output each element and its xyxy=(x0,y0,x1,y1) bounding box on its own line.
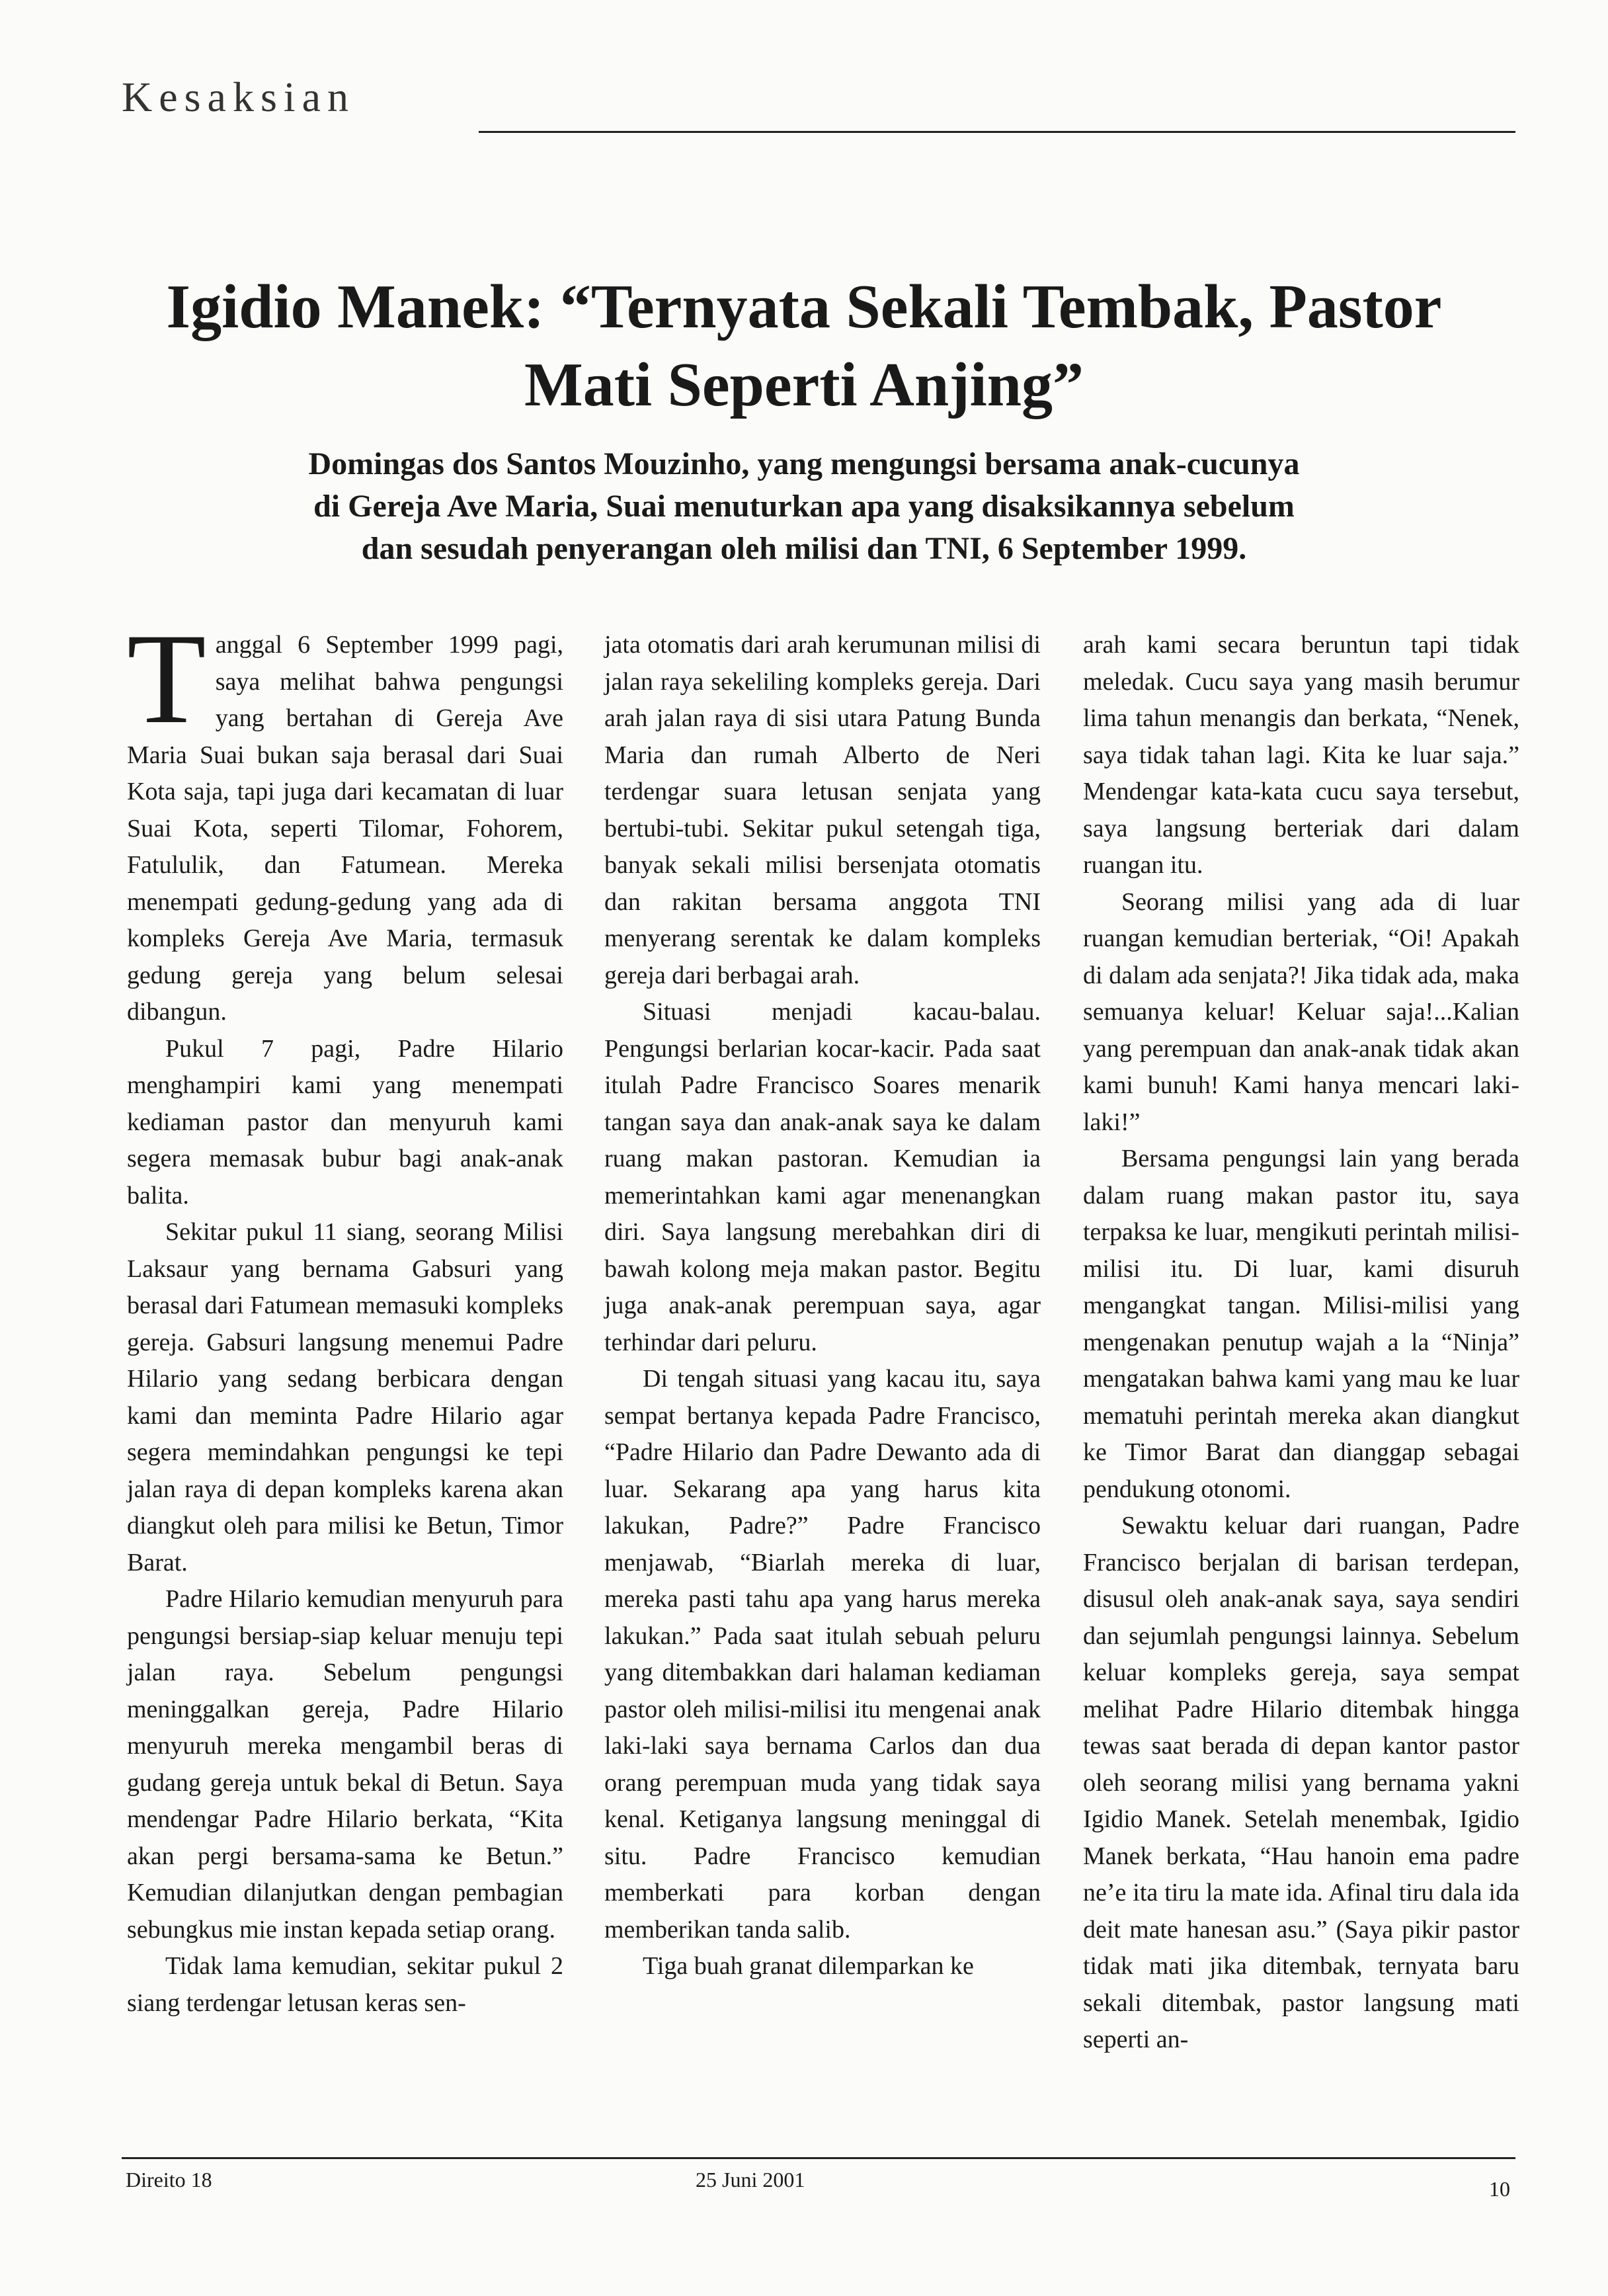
section-divider xyxy=(479,131,1515,133)
publication-name: Direito 18 xyxy=(126,2168,212,2192)
drop-cap: T xyxy=(127,607,206,751)
paragraph: Sewaktu keluar dari ruangan, Padre Francisco berjalan di barisan terdepan, disusul oleh anak-anak saya, saya sendiri dan sejumlah pengungsi lainnya. Sebelum keluar kompleks gereja, saya sempat melihat Padre Hilario ditembak hingga tewas saat berada di depan kantor pastor oleh seorang milisi yang bernama yakni Igidio Manek. Setelah menembak, Igidio Manek berkata, “Hau hanoin ema padre ne’e ita tiru la mate ida. Afinal tiru dala ida deit mate hanesan asu.” (Saya pikir pastor tidak mati jika ditembak, ternyata baru sekali ditembak, pastor langsung mati seperti an- xyxy=(1083,1512,1519,2053)
paragraph: Seorang milisi yang ada di luar ruangan kemudian berteriak, “Oi! Apakah di dalam ada senjata?! Jika tidak ada, maka semuanya keluar! Keluar saja!...Kalian yang perempuan dan anak-anak tidak akan kami bunuh! Kami hanya mencari laki-laki!” xyxy=(1083,887,1519,1136)
article-title xyxy=(132,268,1476,424)
paragraph: Situasi menjadi kacau-balau. Pengungsi berlarian kocar-kacir. Pada saat itulah Padre Francisco Soares menarik tangan saya dan anak-anak saya ke dalam ruang makan pastoran. Kemudian ia memerintahkan kami agar menenangkan diri. Saya langsung merebahkan diri di bawah kolong meja makan pastor. Begitu juga anak-anak perempuan saya, agar terhindar dari peluru. xyxy=(604,998,1041,1356)
paragraph: Bersama pengungsi lain yang berada dalam ruang makan pastor itu, saya terpaksa ke luar, mengikuti perintah milisi-milisi itu. Di luar, kami disuruh mengangkat tangan. Milisi-milisi yang mengenakan penutup wajah a la “Ninja” mengatakan bahwa kami yang mau ke luar mematuhi perintah mereka akan diangkut ke Timor Barat dan dianggap sebagai pendukung otonomi. xyxy=(1083,1145,1519,1503)
page-number: 10 xyxy=(1489,2177,1510,2201)
title-line: Mati Seperti Anjing” xyxy=(524,350,1084,419)
section-header xyxy=(122,73,1515,139)
text-column-1 xyxy=(127,607,563,2022)
paragraph: Tiga buah granat dilemparkan ke xyxy=(643,1952,974,1980)
publication-date: 25 Juni 2001 xyxy=(696,2168,805,2192)
article-body xyxy=(127,607,1519,2148)
deck-line: Domingas dos Santos Mouzinho, yang mengungsi bersama anak-cucunya xyxy=(308,446,1300,481)
text-column-2 xyxy=(604,627,1041,1985)
deck-line: dan sesudah penyerangan oleh milisi dan TNI, 6 September 1999. xyxy=(361,531,1247,566)
text-column-3 xyxy=(1083,627,1519,2059)
title-line: Igidio Manek: “Ternyata Sekali Tembak, Pastor xyxy=(166,272,1442,341)
paragraph: jata otomatis dari arah kerumunan milisi di jalan raya sekeliling kompleks gereja. Dari arah jalan raya di sisi utara Patung Bunda Maria dan rumah Alberto de Neri terdengar suara letusan senjata yang bertubi-tubi. Sekitar pukul setengah tiga, banyak sekali milisi bersenjata otomatis dan rakitan bersama anggota TNI menyerang serentak ke dalam kompleks gereja dari berbagai arah. xyxy=(604,631,1041,989)
paragraph: Pukul 7 pagi, Padre Hilario menghampiri kami yang menempati kediaman pastor dan menyuruh kami segera memasak bubur bagi anak-anak balita. xyxy=(127,1034,563,1210)
footer-divider xyxy=(122,2157,1515,2159)
paragraph xyxy=(127,607,563,1031)
article-deck xyxy=(218,443,1390,570)
deck-line: di Gereja Ave Maria, Suai menuturkan apa yang disaksikannya sebelum xyxy=(313,489,1295,524)
paragraph: Di tengah situasi yang kacau itu, saya sempat bertanya kepada Padre Francisco, “Padre Hilario dan Padre Dewanto ada di luar. Sekarang apa yang harus kita lakukan, Padre?” Padre Francisco menjawab, “Biarlah mereka di luar, mereka pasti tahu apa yang harus mereka lakukan.” Pada saat itulah sebuah peluru yang ditembakkan dari halaman kediaman pastor oleh milisi-milisi itu mengenai anak laki-laki saya bernama Carlos dan dua orang perempuan muda yang tidak saya kenal. Ketiganya langsung meninggal di situ. Padre Francisco kemudian memberkati para korban dengan memberikan tanda salib. xyxy=(604,1365,1041,1944)
paragraph: Tidak lama kemudian, sekitar pukul 2 siang terdengar letusan keras sen- xyxy=(127,1952,563,2017)
section-label: Kesaksian xyxy=(122,73,356,120)
paragraph: arah kami secara beruntun tapi tidak meledak. Cucu saya yang masih berumur lima tahun menangis dan berkata, “Nenek, saya tidak tahan lagi. Kita ke luar saja.” Mendengar kata-kata cucu saya tersebut, saya langsung berteriak dari dalam ruangan itu. xyxy=(1083,631,1519,879)
paragraph: Sekitar pukul 11 siang, seorang Milisi Laksaur yang bernama Gabsuri yang berasal dari Fatumean memasuki kompleks gereja. Gabsuri langsung menemui Padre Hilario yang sedang berbicara dengan kami dan meminta Padre Hilario agar segera memindahkan pengungsi ke tepi jalan raya di depan kompleks karena akan diangkut oleh para milisi ke Betun, Timor Barat. xyxy=(127,1218,563,1577)
paragraph-text: anggal 6 September 1999 pagi, saya melihat bahwa pengungsi yang bertahan di Gereja Ave Maria Suai bukan saja berasal dari Suai Kota saja, tapi juga dari kecamatan di luar Suai Kota, seperti Tilomar, Fohorem, Fatululik, dan Fatumean. Mereka menempati gedung-gedung yang ada di kompleks Gereja Ave Maria, termasuk gedung gereja yang belum selesai dibangun. xyxy=(127,631,563,1026)
paragraph: Padre Hilario kemudian menyuruh para pengungsi bersiap-siap keluar menuju tepi jalan raya. Sebelum pengungsi meninggalkan gereja, Padre Hilario menyuruh mereka mengambil beras di gudang gereja untuk bekal di Betun. Saya mendengar Padre Hilario berkata, “Kita akan pergi bersama-sama ke Betun.” Kemudian dilanjutkan dengan pembagian sebungkus mie instan kepada setiap orang. xyxy=(127,1585,563,1944)
